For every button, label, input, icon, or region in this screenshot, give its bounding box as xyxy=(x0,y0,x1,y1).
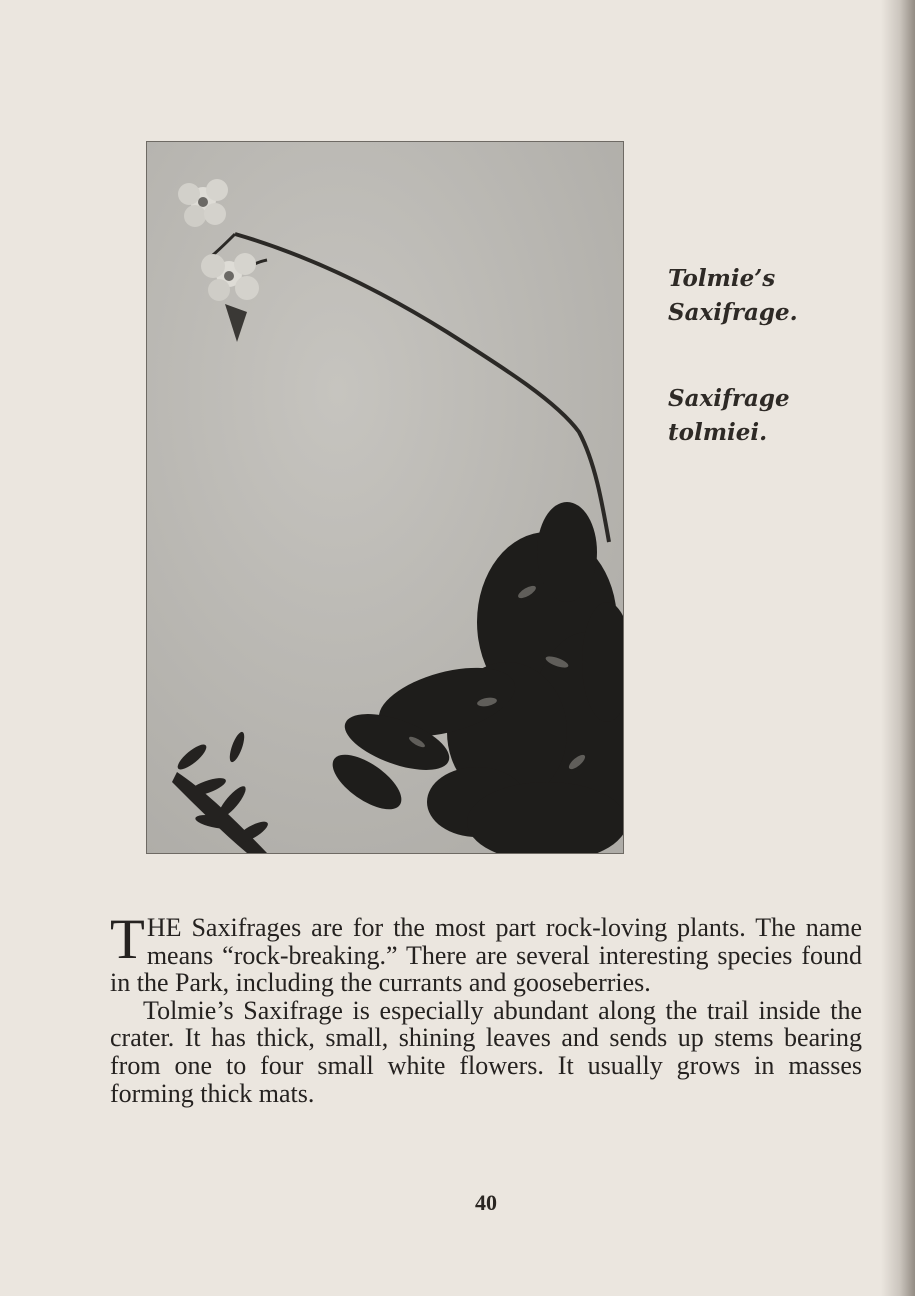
caption-common-line-1: Tolmie’s xyxy=(668,265,776,292)
paragraph-1-text: HE Saxifrages are for the most part rock-loving plants. The name means “rock-breaking.” There are several interesting species found in the Park, including the currants and gooseberries. xyxy=(110,913,862,998)
body-text xyxy=(110,908,862,1108)
page-number: 40 xyxy=(475,1190,497,1215)
page-edge-shadow xyxy=(881,0,915,1296)
caption-latin-name xyxy=(668,382,790,450)
plant-illustration xyxy=(147,142,623,853)
caption-latin-line-2: tolmiei. xyxy=(668,419,768,446)
caption-common-name xyxy=(668,262,798,330)
caption-latin-line-1: Saxifrage xyxy=(668,385,790,412)
drop-cap: T xyxy=(110,908,145,971)
paragraph-1 xyxy=(110,908,862,998)
saxifrage-photograph xyxy=(146,141,624,854)
paragraph-2: Tolmie’s Saxifrage is especially abundant along the trail inside the crater. It has thick, small, shining leaves and sends up stems bearing from one to four small white flowers. It usually grows in masses forming thick mats. xyxy=(110,995,862,1108)
caption-common-line-2: Saxifrage. xyxy=(668,299,798,326)
